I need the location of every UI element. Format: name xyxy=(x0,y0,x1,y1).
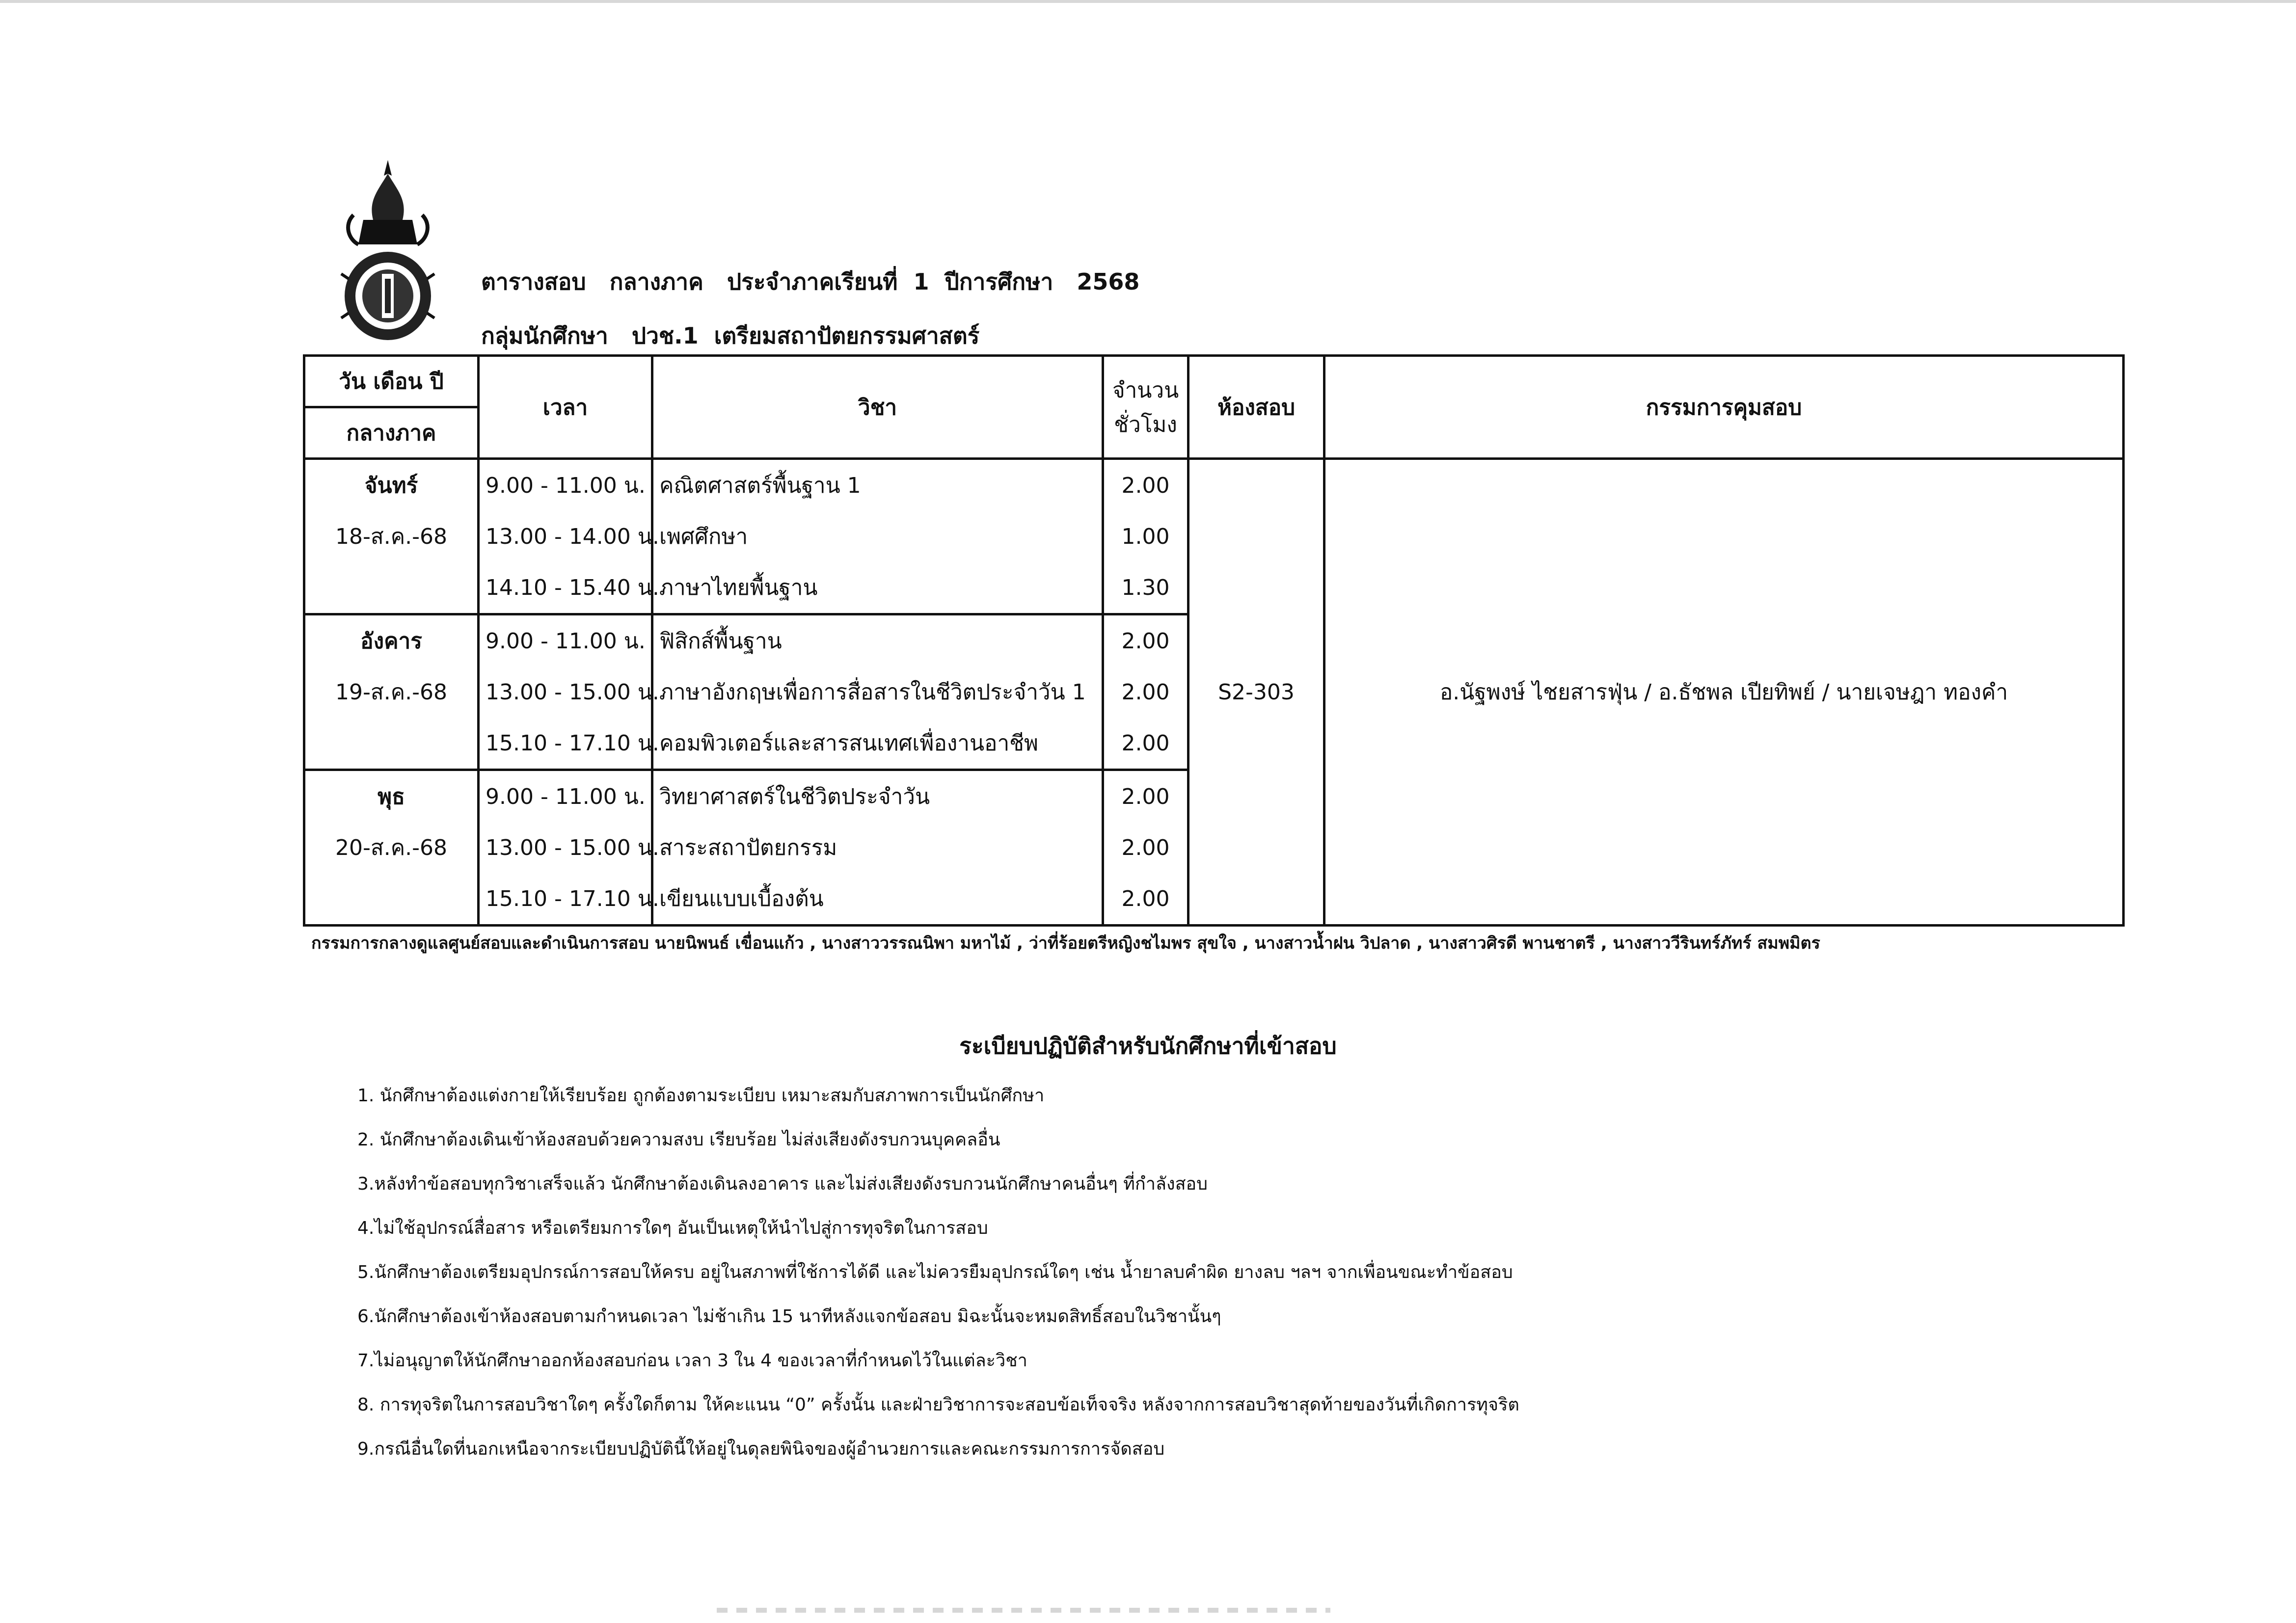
page-subtitle: กลุ่มนักศึกษา ปวช.1 เตรียมสถาปัตยกรรมศาสตร์ xyxy=(481,322,980,349)
hours-cell: 2.00 xyxy=(1103,770,1189,823)
day-cell: พุธ xyxy=(304,770,479,823)
time-cell: 13.00 - 14.00 น. xyxy=(479,511,652,562)
day-cell: จันทร์ xyxy=(304,459,479,511)
time-cell: 13.00 - 15.00 น. xyxy=(479,666,652,718)
table-header-row xyxy=(304,356,2124,407)
table-row xyxy=(304,459,2124,511)
list-item: 8. การทุจริตในการสอบวิชาใดๆ ครั้งใดก็ตาม ให้คะแนน “0” ครั้งนั้น และฝ่ายวิชาการจะสอบข้อเท็จจริง หลังจากการสอบวิชาสุดท้ายของวันที่เกิดการทุจริต xyxy=(357,1395,1519,1415)
subject-cell: คอมพิวเตอร์และสารสนเทศเพื่องานอาชีพ xyxy=(652,718,1103,770)
time-header: เวลา xyxy=(479,356,652,459)
exam-schedule-table xyxy=(303,354,2125,927)
time-cell: 15.10 - 17.10 น. xyxy=(479,873,652,926)
date-cell xyxy=(304,718,479,770)
list-item: 6.นักศึกษาต้องเข้าห้องสอบตามกำหนดเวลา ไม่ช้าเกิน 15 นาทีหลังแจกข้อสอบ มิฉะนั้นจะหมดสิทธิ์สอบในวิชานั้นๆ xyxy=(357,1306,1221,1327)
subject-cell: ภาษาไทยพื้นฐาน xyxy=(652,562,1103,614)
hours-cell: 1.00 xyxy=(1103,511,1189,562)
list-item: 1. นักศึกษาต้องแต่งกายให้เรียบร้อย ถูกต้องตามระเบียบ เหมาะสมกับสภาพการเป็นนักศึกษา xyxy=(357,1086,1045,1106)
proctor-header: กรรมการคุมสอบ xyxy=(1324,356,2124,459)
subject-cell: เพศศึกษา xyxy=(652,511,1103,562)
list-item: 9.กรณีอื่นใดที่นอกเหนือจากระเบียบปฏิบัตินี้ให้อยู่ในดุลยพินิจของผู้อำนวยการและคณะกรรมการการจัดสอบ xyxy=(357,1439,1165,1459)
time-cell: 13.00 - 15.00 น. xyxy=(479,822,652,873)
room-header: ห้องสอบ xyxy=(1189,356,1324,459)
date-cell: 20-ส.ค.-68 xyxy=(304,822,479,873)
subject-header: วิชา xyxy=(652,356,1103,459)
faint-stamp-mark xyxy=(717,1608,1330,1613)
date-cell: 18-ส.ค.-68 xyxy=(304,511,479,562)
list-item: 4.ไม่ใช้อุปกรณ์สื่อสาร หรือเตรียมการใดๆ อันเป็นเหตุให้นำไปสู่การทุจริตในการสอบ xyxy=(357,1218,988,1238)
time-cell: 14.10 - 15.40 น. xyxy=(479,562,652,614)
subject-cell: ฟิสิกส์พื้นฐาน xyxy=(652,614,1103,667)
date-cell xyxy=(304,562,479,614)
time-cell: 9.00 - 11.00 น. xyxy=(479,614,652,667)
subject-cell: เขียนแบบเบื้องต้น xyxy=(652,873,1103,926)
hours-header xyxy=(1103,356,1189,459)
date-cell xyxy=(304,873,479,926)
central-committee-note: กรรมการกลางดูแลศูนย์สอบและดำเนินการสอบ นายนิพนธ์ เขื่อนแก้ว , นางสาววรรณนิพา มหาไม้ , ว่าที่ร้อยตรีหญิงชไมพร สุขใจ , นางสาวน้ำฝน วิปลาด , นางสาวศิรดี พานชาตรี , นางสาววีรินทร์ภัทร์ สมพมิตร xyxy=(311,933,1820,953)
hours-cell: 2.00 xyxy=(1103,614,1189,667)
exam-room-cell: S2-303 xyxy=(1189,459,1324,926)
date-cell: 19-ส.ค.-68 xyxy=(304,666,479,718)
scan-edge xyxy=(0,0,2296,3)
hours-header-line1: จำนวน xyxy=(1112,377,1179,403)
list-item: 2. นักศึกษาต้องเดินเข้าห้องสอบด้วยความสงบ เรียบร้อย ไม่ส่งเสียงดังรบกวนบุคคลอื่น xyxy=(357,1130,1000,1150)
proctor-cell: อ.นัฐพงษ์ ไชยสารฟุ่น / อ.ธัชพล เปียทิพย์ / นายเจษฎา ทองคำ xyxy=(1324,459,2124,926)
page-title: ตารางสอบ กลางภาค ประจำภาคเรียนที่ 1 ปีการศึกษา 2568 xyxy=(481,268,1140,295)
hours-cell: 1.30 xyxy=(1103,562,1189,614)
day-cell: อังคาร xyxy=(304,614,479,667)
time-cell: 15.10 - 17.10 น. xyxy=(479,718,652,770)
date-header-midterm: กลางภาค xyxy=(304,407,479,459)
hours-cell: 2.00 xyxy=(1103,873,1189,926)
list-item: 7.ไม่อนุญาตให้นักศึกษาออกห้องสอบก่อน เวลา 3 ใน 4 ของเวลาที่กำหนดไว้ในแต่ละวิชา xyxy=(357,1351,1027,1371)
time-cell: 9.00 - 11.00 น. xyxy=(479,770,652,823)
hours-cell: 2.00 xyxy=(1103,718,1189,770)
subject-cell: คณิตศาสตร์พื้นฐาน 1 xyxy=(652,459,1103,511)
institution-emblem-icon xyxy=(339,156,437,343)
subject-cell: วิทยาศาสตร์ในชีวิตประจำวัน xyxy=(652,770,1103,823)
hours-cell: 2.00 xyxy=(1103,666,1189,718)
hours-cell: 2.00 xyxy=(1103,459,1189,511)
hours-cell: 2.00 xyxy=(1103,822,1189,873)
subject-cell: ภาษาอังกฤษเพื่อการสื่อสารในชีวิตประจำวัน 1 xyxy=(652,666,1103,718)
rules-list xyxy=(357,1084,1519,1481)
time-cell: 9.00 - 11.00 น. xyxy=(479,459,652,511)
list-item: 5.นักศึกษาต้องเตรียมอุปกรณ์การสอบให้ครบ อยู่ในสภาพที่ใช้การได้ดี และไม่ควรยืมอุปกรณ์ใดๆ เช่น น้ำยาลบคำผิด ยางลบ ฯลฯ จากเพื่อนขณะทำข้อสอบ xyxy=(357,1262,1513,1282)
subject-cell: สาระสถาปัตยกรรม xyxy=(652,822,1103,873)
date-header: วัน เดือน ปี xyxy=(304,356,479,407)
rules-title: ระเบียบปฏิบัติสำหรับนักศึกษาที่เข้าสอบ xyxy=(959,1033,1337,1059)
list-item: 3.หลังทำข้อสอบทุกวิชาเสร็จแล้ว นักศึกษาต้องเดินลงอาคาร และไม่ส่งเสียงดังรบกวนนักศึกษาคนอื่นๆ ที่กำลังสอบ xyxy=(357,1174,1208,1194)
hours-header-line2: ชั่วโมง xyxy=(1114,412,1177,437)
